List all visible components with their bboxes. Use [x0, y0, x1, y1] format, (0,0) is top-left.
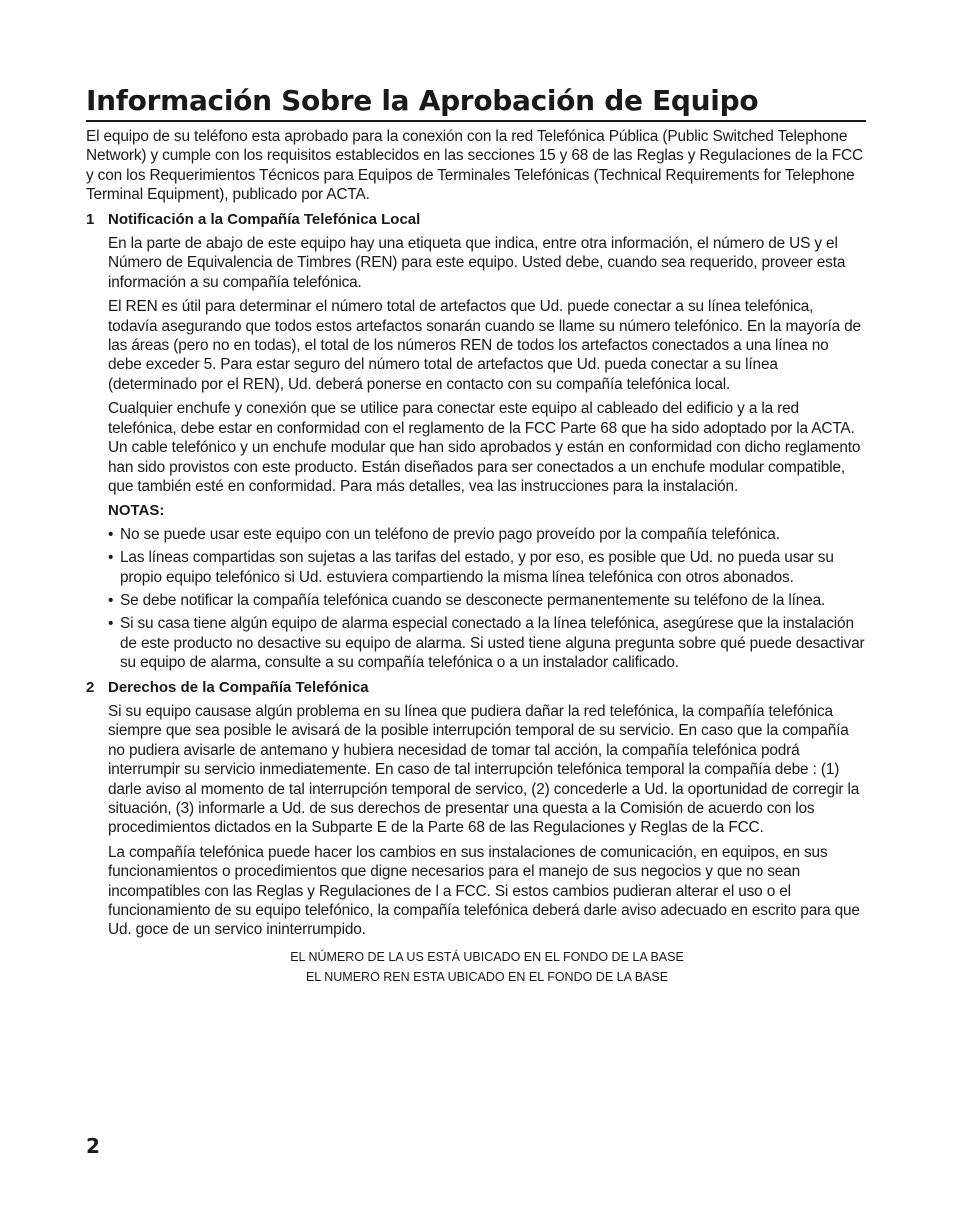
bullet-icon: • — [108, 591, 114, 609]
section-1-number: 1 — [86, 210, 95, 228]
intro-paragraph: El equipo de su teléfono esta aprobado para la conexión con la red Telefónica Pública (Public Switched Telephone Network) y cumple con los requisitos establecidos en las secciones 15 y 68 de las Reglas y Regulaciones de la FCC y con los Requerimientos Técnicos para Equipos de Terminales Telefónicas (Technical Requirements for Telephone Terminal Equipment), publicado por ACTA. — [86, 128, 863, 204]
note-text: Si su casa tiene algún equipo de alarma especial conectado a la línea telefónica, asegúrese que la instalación de este producto no desactive su equipo de alarma. Si usted tiene alguna pregunta sobre qué puede desactivar su equipo de alarma, consulte a su compañía telefónica o a un instalador calificado. — [120, 615, 865, 672]
section-2-paragraph: La compañía telefónica puede hacer los cambios en sus instalaciones de comunicación, en equipos, en sus funcionamientos o procedimientos que digne necesarios para el manejo de sus negocios y que no sean incompatibles con las Reglas y Regulaciones de l a FCC. Si estos cambios pudieran alterar el uso o el funcionamiento de su equipo telefónico, la compañía telefónica deberá darle aviso adecuado en escrito para que Ud. goce de un servico ininterrumpido. — [108, 843, 860, 939]
section-1-paragraph: En la parte de abajo de este equipo hay una etiqueta que indica, entre otra información, el número de US y el Número de Equivalencia de Timbres (REN) para este equipo. Usted debe, cuando sea requerido, proveer esta información a su compañía telefónica. — [108, 235, 846, 291]
note-item — [108, 548, 866, 587]
note-text: Las líneas compartidas son sujetas a las tarifas del estado, y por eso, es posible que Ud. no pueda usar su propio equipo telefónico si Ud. estuviera compartiendo la misma línea telefónica con otros abonados. — [120, 549, 834, 586]
document-page — [86, 84, 866, 987]
base-label-notes — [108, 947, 866, 987]
note-item — [108, 525, 866, 544]
note-item — [108, 614, 866, 672]
note-item — [108, 591, 866, 610]
section-1-title: Notificación a la Compañía Telefónica Local — [108, 210, 421, 228]
bullet-icon: • — [108, 615, 114, 633]
notes-title: NOTAS: — [108, 502, 165, 520]
section-2-paragraph: Si su equipo causase algún problema en su línea que pudiera dañar la red telefónica, la compañía telefónica siempre que sea posible le avisará de la posible interrupción temporal de su servicio. En caso que la compañía no pudiera avisarle de antemano y hubiera necesidad de tomar tal acción, la compañía telefónica podrá interrumpir su servicio inmediatemente. En caso de tal interrupción telefónica temporal la compañía debe : (1) darle aviso al momento de tal interrupción temporal de servico, (2) concederle a Ud. la oportunidad de corregir la situación, (3) informarle a Ud. de sus derechos de presentar una questa a la Comisión de acuerdo con los procedimientos dictados en la Subparte E de la Parte 68 de las Regulaciones y Reglas de la FCC. — [108, 702, 860, 837]
section-2-title: Derechos de la Compañía Telefónica — [108, 678, 369, 696]
us-number-label: EL NÚMERO DE LA US ESTÁ UBICADO EN EL FONDO DE LA BASE — [290, 949, 684, 964]
section-1-heading — [86, 210, 866, 229]
page-title: Información Sobre la Aprobación de Equipo — [86, 84, 866, 122]
page-number: 2 — [86, 1134, 100, 1158]
section-1-paragraph: El REN es útil para determinar el número total de artefactos que Ud. puede conectar a su línea telefónica, todavía asegurando que todos estos artefactos sonarán cuando se llame su número telefónico. En la mayoría de las áreas (pero no en todas), el total de los números REN de todos los artefactos conectados a una línea no debe exceder 5. Para estar seguro del número total de artefactos que Ud. pueda conectar a su línea (determinado por el REN), Ud. deberá ponerse en contacto con su compañía telefónica local. — [108, 298, 861, 393]
section-1-paragraph: Cualquier enchufe y conexión que se utilice para conectar este equipo al cableado del edificio y a la red telefónica, debe estar en conformidad con el reglamento de la FCC Parte 68 que ha sido adoptado por la ACTA. Un cable telefónico y un enchufe modular que han sido aprobados y están en conformidad con dicho reglamento han sido provistos con este producto. Están diseñados para ser conectados a un enchufe modular compatible, que también esté en conformidad. Para más detalles, vea las instrucciones para la instalación. — [108, 400, 861, 495]
ren-number-label: EL NUMERO REN ESTA UBICADO EN EL FONDO DE LA BASE — [305, 969, 669, 984]
bullet-icon: • — [108, 525, 114, 543]
section-2-number: 2 — [86, 678, 95, 696]
bullet-icon: • — [108, 549, 114, 567]
note-text: Se debe notificar la compañía telefónica cuando se desconecte permanentemente su teléfono de la línea. — [120, 591, 826, 609]
note-text: No se puede usar este equipo con un teléfono de previo pago proveído por la compañía telefónica. — [120, 525, 780, 543]
section-2-heading — [86, 678, 866, 697]
